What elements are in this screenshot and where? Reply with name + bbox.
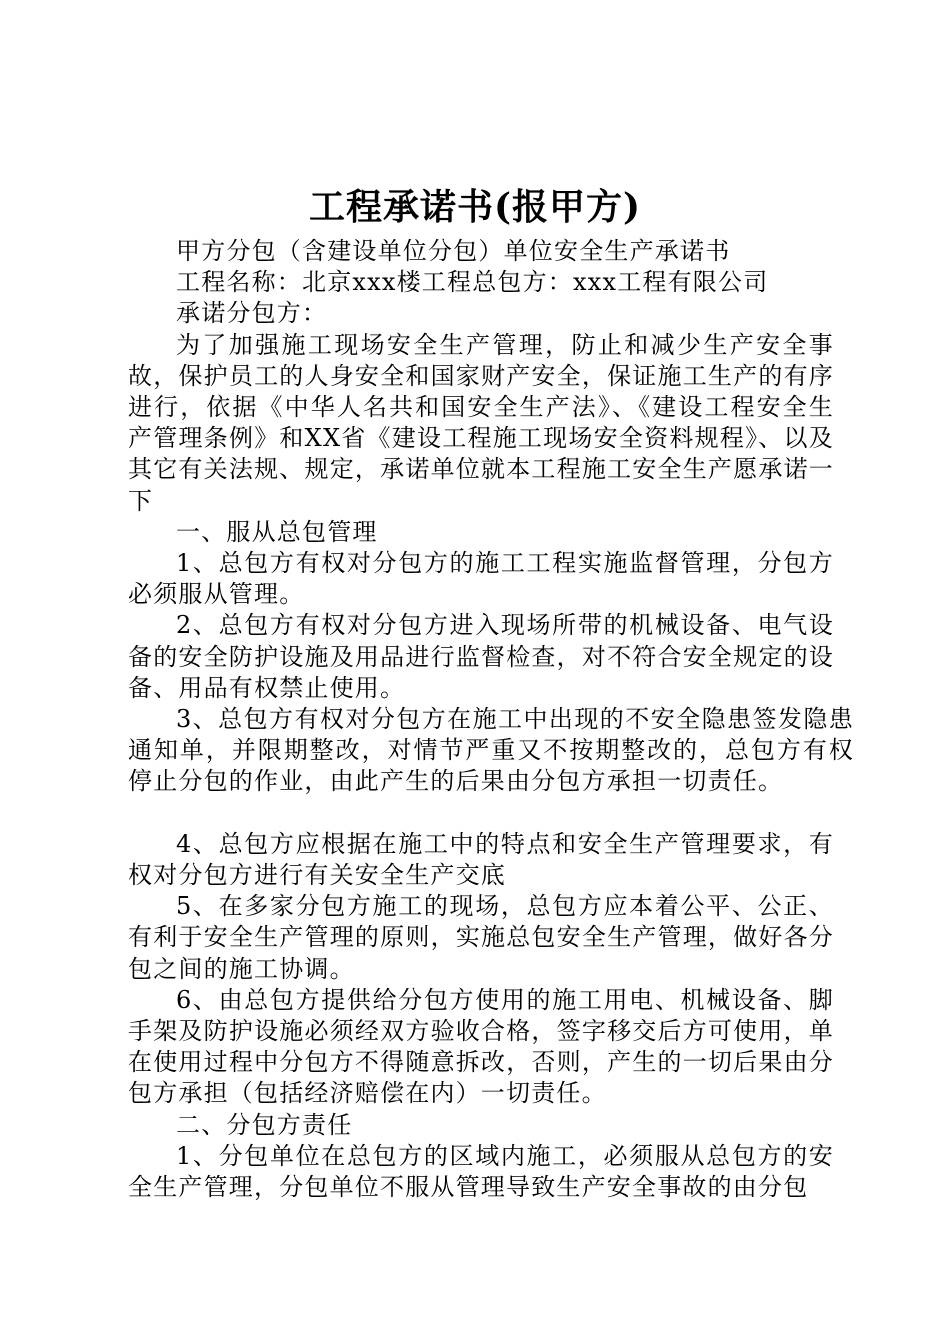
- section-heading-1: 一、服从总包管理: [176, 517, 378, 546]
- clause-1-2: 2、总包方有权对分包方进入现场所带的机械设备、电气设备的安全防护设施及用品进行监督检查，对不符合安全规定的设备、用品有权禁止使用。: [128, 611, 834, 702]
- blank-line: [128, 798, 834, 829]
- paragraph-subcontractor: 承诺分包方：: [176, 299, 328, 328]
- paragraph-project-name: 工程名称：北京xxx楼工程总包方：xxx工程有限公司: [176, 268, 769, 297]
- paragraph-subtitle: 甲方分包（含建设单位分包）单位安全生产承诺书: [176, 237, 731, 265]
- document-title: 工程承诺书(报甲方): [308, 186, 642, 228]
- paragraph-preamble: 为了加强施工现场安全生产管理，防止和减少生产安全事故，保护员工的人身安全和国家财产安全，保证施工生产的有序进行，依据《中华人名共和国安全生产法》、《建设工程安全生产管理条例》和XX省《建设工程施工现场安全资料规程》、以及其它有关法规、规定，承诺单位就本工程施工安全生产愿承诺一下: [128, 330, 834, 515]
- clause-1-6: 6、由总包方提供给分包方使用的施工用电、机械设备、脚手架及防护设施必须经双方验收合格，签字移交后方可使用，单在使用过程中分包方不得随意拆改，否则，产生的一切后果由分包方承担（包括经济赔偿在内）一切责任。: [128, 985, 834, 1108]
- document-body: [128, 236, 854, 1203]
- section-heading-2: 二、分包方责任: [176, 1110, 353, 1139]
- clause-1-3: 3、总包方有权对分包方在施工中出现的不安全隐患签发隐患通知单，并限期整改，对情节严重又不按期整改的，总包方有权停止分包的作业，由此产生的后果由分包方承担一切责任。: [128, 705, 854, 796]
- clause-1-4: 4、总包方应根据在施工中的特点和安全生产管理要求，有权对分包方进行有关安全生产交底: [128, 829, 834, 890]
- clause-1-5: 5、在多家分包方施工的现场，总包方应本着公平、公正、有利于安全生产管理的原则，实施总包安全生产管理，做好各分包之间的施工协调。: [128, 892, 834, 983]
- clause-1-1: 1、总包方有权对分包方的施工工程实施监督管理，分包方必须服从管理。: [128, 549, 834, 609]
- clause-2-1: 1、分包单位在总包方的区域内施工，必须服从总包方的安全生产管理，分包单位不服从管理导致生产安全事故的由分包: [128, 1141, 834, 1202]
